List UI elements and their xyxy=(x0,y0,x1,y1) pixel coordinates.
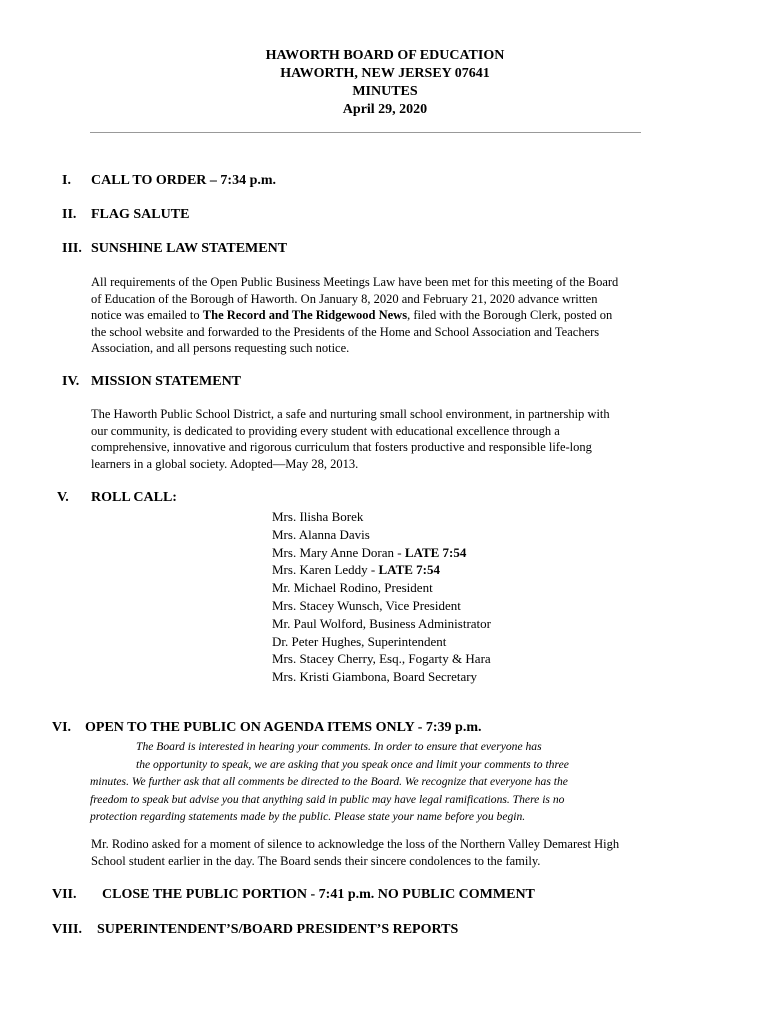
section-number: VI. xyxy=(52,720,72,735)
member-name: Mrs. Karen Leddy - xyxy=(272,562,379,578)
member-name: Mrs. Mary Anne Doran - xyxy=(272,544,405,560)
section-number: V. xyxy=(57,490,69,505)
section-number: IV. xyxy=(62,374,80,389)
section-title: FLAG SALUTE xyxy=(91,207,190,222)
paragraph-line: The Haworth Public School District, a safe and nurturing small school environment, in partnership with xyxy=(91,407,610,421)
paragraph-line: the opportunity to speak, we are asking that you speak once and limit your comments to three xyxy=(136,757,569,771)
text-run: , filed with the Borough Clerk, posted on xyxy=(407,308,613,323)
section-number: VII. xyxy=(52,887,77,902)
roll-call-list xyxy=(272,508,491,686)
section-title: OPEN TO THE PUBLIC ON AGENDA ITEMS ONLY - 7:39 p.m. xyxy=(85,720,482,735)
roll-call-member: Mrs. Kristi Giambona, Board Secretary xyxy=(272,669,478,685)
paragraph-line: learners in a global society. Adopted—May 28, 2013. xyxy=(91,456,359,471)
paragraph-line: Association, and all persons requesting such notice. xyxy=(91,341,350,356)
paragraph-line: the school website and forwarded to the Presidents of the Home and School Association and Teachers xyxy=(91,324,600,339)
sunshine-statement-paragraph xyxy=(91,274,618,357)
roll-call-member: Mrs. Stacey Wunsch, Vice President xyxy=(272,597,461,613)
roll-call-member xyxy=(272,561,491,579)
paragraph-line: of Education of the Borough of Haworth. On January 8, 2020 and February 21, 2020 advance written xyxy=(91,291,598,306)
roll-call-member: Mr. Michael Rodino, President xyxy=(272,580,433,596)
paragraph-line: Mr. Rodino asked for a moment of silence to acknowledge the loss of the Northern Valley Demarest High xyxy=(91,837,620,851)
public-comment-notice xyxy=(90,738,569,826)
header-org: HAWORTH BOARD OF EDUCATION xyxy=(265,48,505,63)
paragraph-line: protection regarding statements made by the public. Please state your name before you begin. xyxy=(90,810,526,823)
mission-statement-paragraph xyxy=(91,406,610,472)
paragraph-line: School student earlier in the day. The Board sends their sincere condolences to the family. xyxy=(91,853,541,868)
section-number: I. xyxy=(62,173,71,188)
paragraph-line: our community, is dedicated to providing every student with educational excellence through a xyxy=(91,423,560,438)
roll-call-member xyxy=(272,544,491,562)
section-title: CALL TO ORDER – 7:34 p.m. xyxy=(91,173,277,188)
text-run: notice was emailed to xyxy=(91,308,203,323)
paragraph-line: comprehensive, innovative and rigorous curriculum that fosters productive and responsible life-long xyxy=(91,440,592,455)
roll-call-member: Mrs. Stacey Cherry, Esq., Fogarty & Hara xyxy=(272,651,491,667)
section-title: SUNSHINE LAW STATEMENT xyxy=(91,241,288,256)
header-date: April 29, 2020 xyxy=(342,102,428,117)
newspaper-names: The Record and The Ridgewood News xyxy=(202,308,408,323)
roll-call-member: Dr. Peter Hughes, Superintendent xyxy=(272,633,447,649)
section-number: VIII. xyxy=(52,922,82,937)
roll-call-member: Mrs. Alanna Davis xyxy=(272,526,370,542)
late-note: LATE 7:54 xyxy=(378,562,441,578)
paragraph-line: freedom to speak but advise you that anything said in public may have legal ramifications. There is no xyxy=(90,792,565,806)
header-location: HAWORTH, NEW JERSEY 07641 xyxy=(280,66,490,81)
paragraph-line: All requirements of the Open Public Business Meetings Law have been met for this meeting of the Board xyxy=(91,275,619,289)
section-title: CLOSE THE PUBLIC PORTION - 7:41 p.m. NO PUBLIC COMMENT xyxy=(102,887,535,902)
late-note: LATE 7:54 xyxy=(404,544,467,560)
section-title: ROLL CALL: xyxy=(91,490,177,505)
section-title: MISSION STATEMENT xyxy=(91,374,242,389)
moment-of-silence-paragraph xyxy=(91,836,619,869)
section-title: SUPERINTENDENT’S/BOARD PRESIDENT’S REPORTS xyxy=(97,922,459,937)
roll-call-member: Mr. Paul Wolford, Business Administrator xyxy=(272,615,491,631)
paragraph-line: minutes. We further ask that all comments be directed to the Board. We recognize that everyone has the xyxy=(90,775,568,788)
paragraph-line: The Board is interested in hearing your comments. In order to ensure that everyone has xyxy=(136,740,542,753)
header-doc-type: MINUTES xyxy=(352,84,418,99)
roll-call-member: Mrs. Ilisha Borek xyxy=(272,509,364,524)
paragraph-line xyxy=(91,307,618,324)
section-number: II. xyxy=(62,207,77,222)
header-divider xyxy=(90,132,641,133)
section-number: III. xyxy=(62,241,82,256)
